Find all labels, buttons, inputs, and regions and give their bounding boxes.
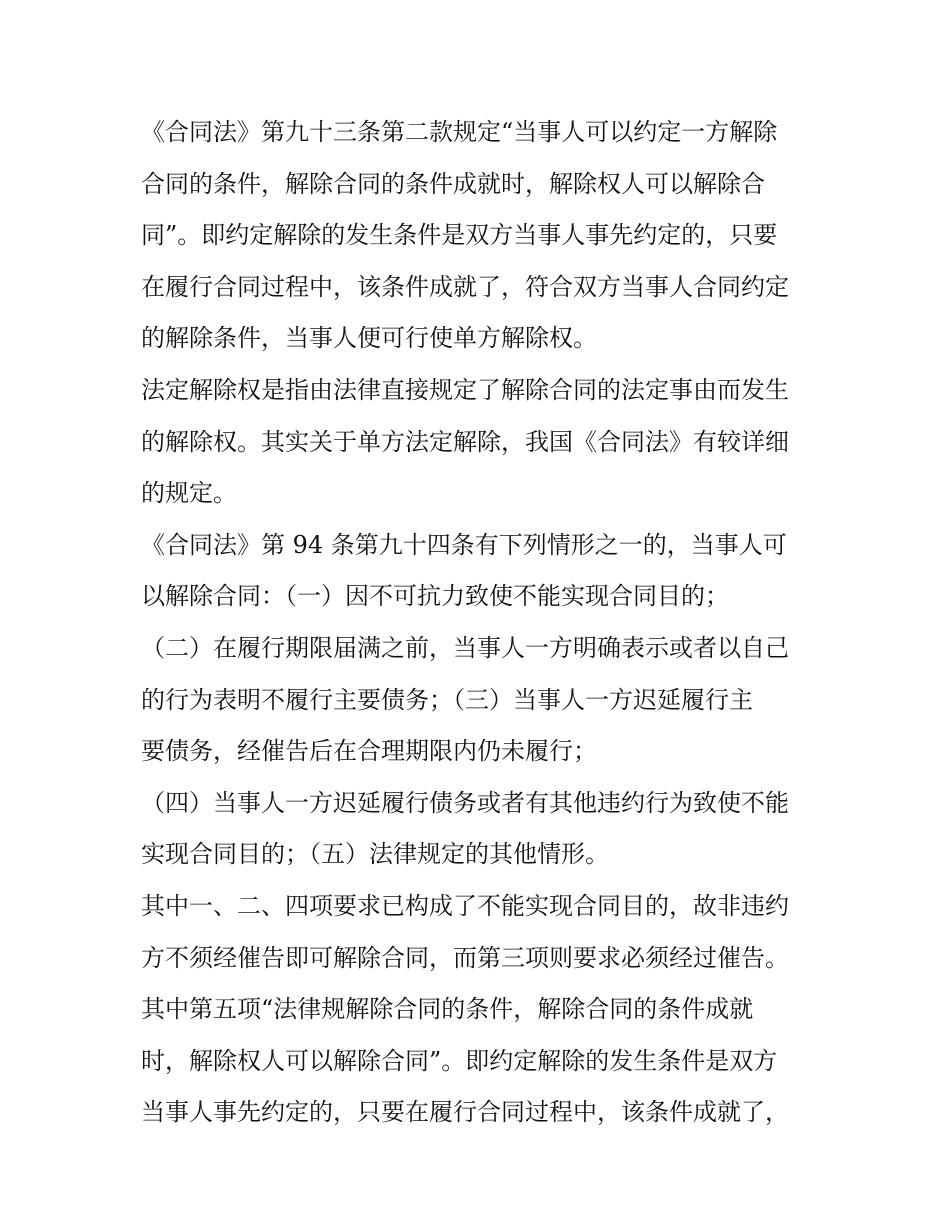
- text-line: 法定解除权是指由法律直接规定了解除合同的法定事由而发生: [141, 375, 789, 404]
- text-line: 要债务，经催告后在合理期限内仍未履行；: [141, 737, 597, 766]
- text-line: 当事人事先约定的，只要在履行合同过程中，该条件成就了，: [141, 1098, 789, 1127]
- text-line: 在履行合同过程中，该条件成就了，符合双方当事人合同约定: [141, 272, 789, 301]
- text-line: 方不须经催告即可解除合同，而第三项则要求必须经过催告。: [141, 943, 789, 972]
- text-line: 《合同法》第九十三条第二款规定“当事人可以约定一方解除: [141, 118, 778, 146]
- text-line: 的解除权。其实关于单方法定解除，我国《合同法》有较详细: [141, 427, 789, 456]
- text-line: 其中第五项“法律规解除合同的条件，解除合同的条件成就: [141, 995, 754, 1024]
- text-line: 同”。即约定解除的发生条件是双方当事人事先约定的，只要: [141, 221, 778, 250]
- text-line: （二）在履行期限届满之前，当事人一方明确表示或者以自己: [141, 633, 789, 662]
- text-line: 其中一、二、四项要求已构成了不能实现合同目的，故非违约: [141, 891, 789, 920]
- text-line: （四）当事人一方迟延履行债务或者有其他违约行为致使不能: [141, 788, 789, 817]
- text-line: 《合同法》第 94 条第九十四条有下列情形之一的，当事人可: [141, 530, 787, 559]
- text-line: 合同的条件，解除合同的条件成就时，解除权人可以解除合: [141, 169, 765, 198]
- text-line: 的规定。: [141, 479, 237, 508]
- body-text: [141, 107, 821, 1139]
- text-line: 的解除条件，当事人便可行使单方解除权。: [141, 324, 597, 353]
- text-line: 时，解除权人可以解除合同”。即约定解除的发生条件是双方: [141, 1046, 778, 1075]
- text-line: 以解除合同：（一）因不可抗力致使不能实现合同目的；: [141, 582, 729, 611]
- text-line: 的行为表明不履行主要债务；（三）当事人一方迟延履行主: [141, 685, 753, 714]
- text-line: 实现合同目的；（五）法律规定的其他情形。: [141, 840, 609, 869]
